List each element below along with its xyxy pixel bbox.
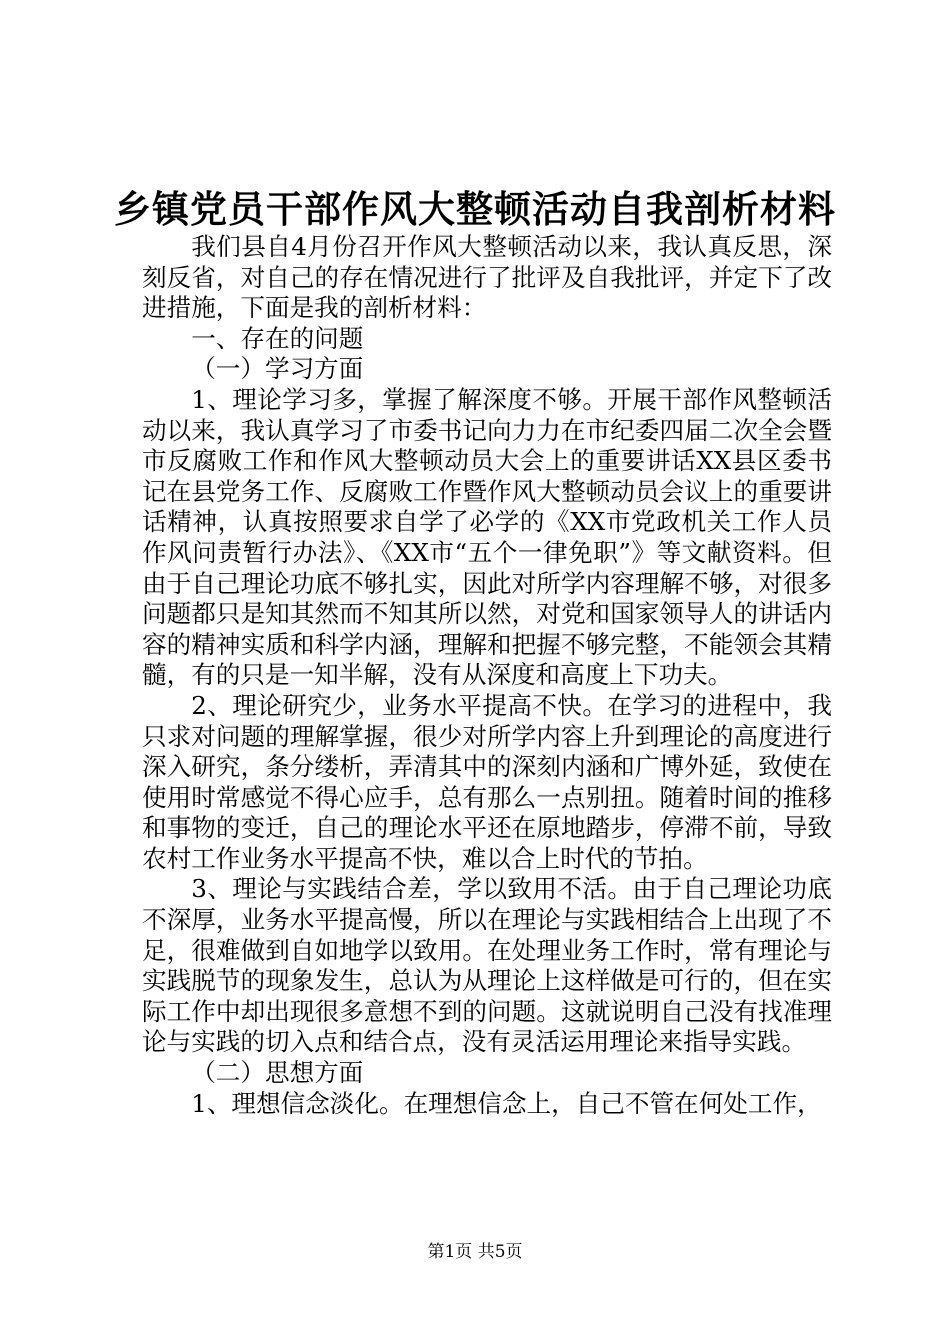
paragraph-study-3: 3、理论与实践结合差，学以致用不活。由于自己理论功底不深厚，业务水平提高慢，所以在理论与实践相结合上出现了不足，很难做到自如地学以致用。在处理业务工作时，常有理论与实践脱节的现象发生，总认为从理论上这样做是可行的，但在实际工作中却出现很多意想不到的问题。这就说明自己没有找准理论与实践的切入点和结合点，没有灵活运用理论来指导实践。 — [142, 874, 832, 1057]
document-body — [142, 232, 832, 1119]
paragraph-intro: 我们县自4月份召开作风大整顿活动以来，我认真反思，深刻反省，对自己的存在情况进行了批评及自我批评，并定下了改进措施，下面是我的剖析材料： — [142, 232, 832, 323]
subsection-heading-thought: （二）思想方面 — [191, 1058, 364, 1088]
subsection-heading-study: （一）学习方面 — [191, 354, 364, 384]
document-title: 乡镇党员干部作风大整顿活动自我剖析材料 — [114, 188, 836, 231]
paragraph-thought-1: 1、理想信念淡化。在理想信念上，自己不管在何处工作， — [191, 1088, 822, 1118]
paragraph-study-2: 2、理论研究少，业务水平提高不快。在学习的进程中，我只求对问题的理解掌握，很少对所学内容上升到理论的高度进行深入研究，条分缕析，弄清其中的深刻内涵和广博外延，致使在使用时常感觉不得心应手，总有那么一点别扭。随着时间的推移和事物的变迁，自己的理论水平还在原地踏步，停滞不前，导致农村工作业务水平提高不快，难以合上时代的节拍。 — [142, 690, 832, 873]
paragraph-study-1: 1、理论学习多，掌握了解深度不够。开展干部作风整顿活动以来，我认真学习了市委书记向力力在市纪委四届二次全会暨市反腐败工作和作风大整顿动员大会上的重要讲话XX县区委书记在县党务工作、反腐败工作暨作风大整顿动员会议上的重要讲话精神，认真按照要求自学了必学的《XX市党政机关工作人员作风问责暂行办法》、《XX市“五个一律免职”》等文献资料。但由于自己理论功底不够扎实，因此对所学内容理解不够，对很多问题都只是知其然而不知其所以然，对党和国家领导人的讲话内容的精神实质和科学内涵，理解和把握不够完整，不能领会其精髓，有的只是一知半解，没有从深度和高度上下功夫。 — [142, 384, 832, 690]
page-footer: 第1页 共5页 — [427, 1242, 523, 1262]
section-heading-problems: 一、存在的问题 — [191, 323, 364, 353]
